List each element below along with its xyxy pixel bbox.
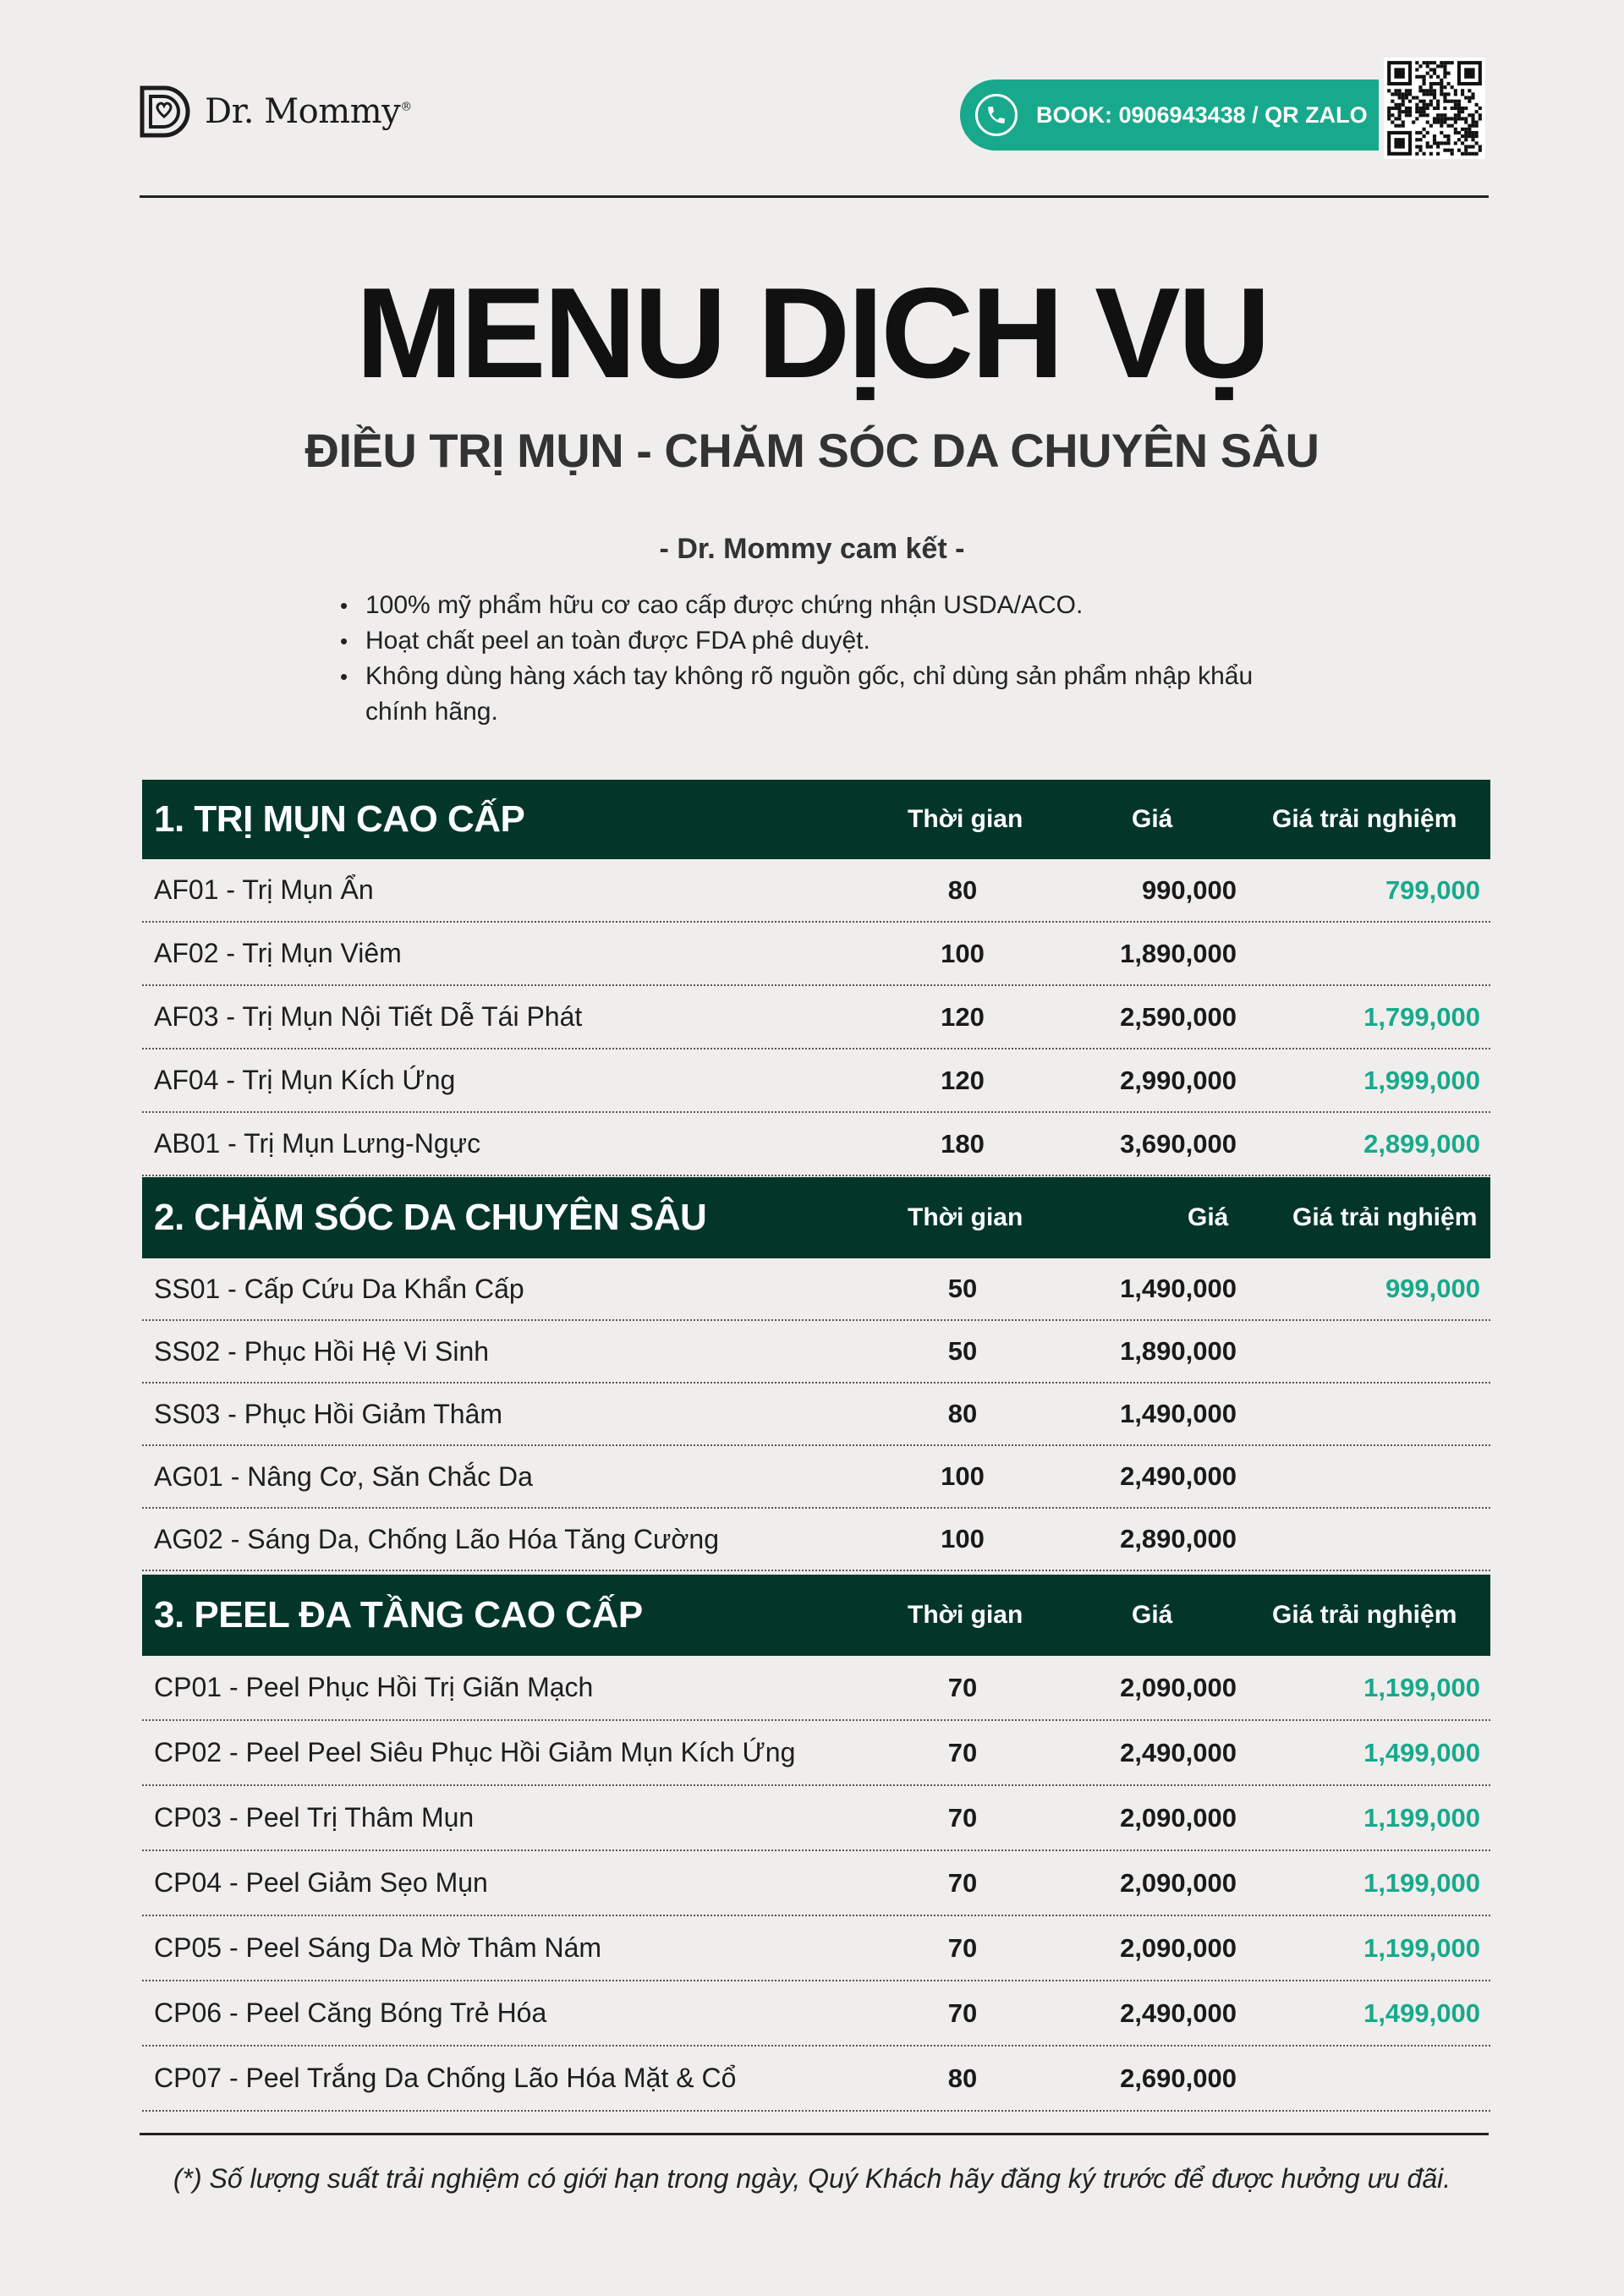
table-row <box>142 1656 1490 1721</box>
qr-code[interactable] <box>1384 58 1485 159</box>
divider-bottom <box>140 2133 1489 2135</box>
service-trial-price: 2,899,000 <box>1363 1129 1480 1159</box>
section-header <box>142 780 1490 859</box>
service-trial-price: 1,199,000 <box>1363 1868 1480 1898</box>
service-price: 2,090,000 <box>1120 1673 1237 1702</box>
column-trial-price: Giá trải nghiệm <box>1292 1203 1478 1231</box>
section-skin-care <box>142 1177 1490 1571</box>
section-title: 1. TRỊ MỤN CAO CẤP <box>154 798 525 840</box>
table-row <box>142 923 1490 986</box>
column-time: Thời gian <box>908 1601 1023 1629</box>
brand-logo[interactable] <box>135 83 412 140</box>
service-name: AF02 - Trị Mụn Viêm <box>154 938 402 968</box>
service-name: AB01 - Trị Mụn Lưng-Ngực <box>154 1128 481 1159</box>
footnote: (*) Số lượng suất trải nghiệm có giới hạn trong ngày, Quý Khách hãy đăng ký trước để được hưởng ưu đãi. <box>173 2163 1451 2194</box>
table-row <box>142 1981 1490 2047</box>
service-name: CP02 - Peel Peel Siêu Phục Hồi Giảm Mụn Kích Ứng <box>154 1737 796 1767</box>
service-name: CP07 - Peel Trắng Da Chống Lão Hóa Mặt & Cổ <box>154 2063 737 2093</box>
service-duration: 70 <box>947 1998 978 2028</box>
service-duration: 100 <box>941 1524 985 1553</box>
page-title: MENU DỊCH VỤ <box>355 261 1269 405</box>
section-title: 2. CHĂM SÓC DA CHUYÊN SÂU <box>154 1197 707 1238</box>
service-name: CP01 - Peel Phục Hồi Trị Giãn Mạch <box>154 1672 594 1702</box>
commitment-title: - Dr. Mommy cam kết - <box>659 533 965 565</box>
service-trial-price: 1,199,000 <box>1363 1803 1480 1833</box>
section-rows <box>142 1258 1490 1571</box>
service-price: 2,090,000 <box>1120 1868 1237 1898</box>
table-row <box>142 1509 1490 1571</box>
table-row <box>142 1721 1490 1786</box>
table-row <box>142 859 1490 923</box>
table-row <box>142 1446 1490 1509</box>
service-price: 1,890,000 <box>1120 1336 1237 1366</box>
service-name: SS02 - Phục Hồi Hệ Vi Sinh <box>154 1336 490 1367</box>
section-rows <box>142 1656 1490 2112</box>
section-acne-treatment <box>142 780 1490 1176</box>
service-name: AF03 - Trị Mụn Nội Tiết Dễ Tái Phát <box>154 1001 583 1032</box>
service-duration: 100 <box>941 1461 985 1491</box>
service-price: 990,000 <box>1141 875 1237 905</box>
service-price: 2,490,000 <box>1120 1998 1237 2028</box>
qr-code-icon <box>1384 58 1485 159</box>
section-peel <box>142 1575 1490 2112</box>
table-row <box>142 2047 1490 2112</box>
page-subtitle: ĐIỀU TRỊ MỤN - CHĂM SÓC DA CHUYÊN SÂU <box>304 424 1320 477</box>
service-trial-price: 1,999,000 <box>1363 1066 1480 1095</box>
table-row <box>142 1258 1490 1321</box>
service-name: SS03 - Phục Hồi Giảm Thâm <box>154 1399 503 1429</box>
service-trial-price: 799,000 <box>1385 875 1480 905</box>
service-duration: 180 <box>941 1129 985 1159</box>
column-trial-price: Giá trải nghiệm <box>1272 1601 1457 1629</box>
section-title: 3. PEEL ĐA TẦNG CAO CẤP <box>154 1594 643 1636</box>
service-trial-price: 1,499,000 <box>1363 1998 1480 2028</box>
service-name: SS01 - Cấp Cứu Da Khẩn Cấp <box>154 1274 524 1304</box>
commitment-item: • Không dùng hàng xách tay không rõ nguồn gốc, chỉ dùng sản phẩm nhập khẩu chính hãng. <box>364 659 1320 730</box>
divider-top <box>140 195 1489 198</box>
service-duration: 80 <box>947 1399 978 1428</box>
service-trial-price: 1,199,000 <box>1363 1673 1480 1702</box>
service-name: CP06 - Peel Căng Bóng Trẻ Hóa <box>154 1997 547 2028</box>
service-price: 2,090,000 <box>1120 1933 1237 1963</box>
service-duration: 50 <box>947 1274 978 1303</box>
commitment-item: • 100% mỹ phẩm hữu cơ cao cấp được chứng nhận USDA/ACO. <box>364 588 1320 623</box>
service-name: AG02 - Sáng Da, Chống Lão Hóa Tăng Cường <box>154 1524 719 1554</box>
service-price: 1,490,000 <box>1120 1274 1237 1303</box>
service-price: 2,490,000 <box>1120 1461 1237 1491</box>
section-rows <box>142 859 1490 1176</box>
phone-icon <box>975 94 1018 136</box>
service-duration: 70 <box>947 1738 978 1767</box>
table-row <box>142 1786 1490 1851</box>
service-trial-price: 1,799,000 <box>1363 1002 1480 1032</box>
service-duration: 70 <box>947 1933 978 1963</box>
service-duration: 70 <box>947 1803 978 1833</box>
service-name: CP03 - Peel Trị Thâm Mụn <box>154 1802 475 1833</box>
service-trial-price: 999,000 <box>1385 1274 1480 1303</box>
table-row <box>142 1851 1490 1916</box>
service-price: 3,690,000 <box>1120 1129 1237 1159</box>
service-name: AF04 - Trị Mụn Kích Ứng <box>154 1065 456 1095</box>
column-price: Giá <box>1188 1203 1229 1231</box>
section-header <box>142 1177 1490 1258</box>
header <box>135 51 1489 169</box>
table-row <box>142 1049 1490 1113</box>
service-price: 1,490,000 <box>1120 1399 1237 1428</box>
service-trial-price: 1,499,000 <box>1363 1738 1480 1767</box>
table-row <box>142 1916 1490 1981</box>
booking-text: BOOK: 0906943438 / QR ZALO <box>1036 101 1368 128</box>
service-duration: 50 <box>947 1336 978 1366</box>
brand-name: Dr. Mommy® <box>205 92 412 131</box>
column-price: Giá <box>1132 805 1173 833</box>
service-price: 2,490,000 <box>1120 1738 1237 1767</box>
column-time: Thời gian <box>908 1203 1023 1231</box>
table-row <box>142 1321 1490 1384</box>
service-name: CP05 - Peel Sáng Da Mờ Thâm Nám <box>154 1932 602 1963</box>
service-duration: 120 <box>941 1002 985 1032</box>
commitment-list <box>362 588 1320 730</box>
service-price: 2,090,000 <box>1120 1803 1237 1833</box>
service-price: 1,890,000 <box>1120 939 1237 968</box>
registered-mark: ® <box>400 100 412 114</box>
service-duration: 120 <box>941 1066 985 1095</box>
service-duration: 80 <box>947 875 978 905</box>
service-name: AG01 - Nâng Cơ, Săn Chắc Da <box>154 1461 533 1492</box>
service-duration: 80 <box>947 2063 978 2093</box>
service-trial-price: 1,199,000 <box>1363 1933 1480 1963</box>
column-trial-price: Giá trải nghiệm <box>1272 805 1457 833</box>
service-price: 2,890,000 <box>1120 1524 1237 1553</box>
service-duration: 70 <box>947 1868 978 1898</box>
table-row <box>142 1384 1490 1446</box>
service-price: 2,690,000 <box>1120 2063 1237 2093</box>
service-duration: 70 <box>947 1673 978 1702</box>
table-row <box>142 986 1490 1049</box>
section-header <box>142 1575 1490 1656</box>
commitment-item: • Hoạt chất peel an toàn được FDA phê duyệt. <box>364 623 1320 659</box>
service-name: AF01 - Trị Mụn Ẩn <box>154 874 374 905</box>
service-price: 2,990,000 <box>1120 1066 1237 1095</box>
service-duration: 100 <box>941 939 985 968</box>
column-price: Giá <box>1132 1601 1173 1629</box>
logo-icon <box>135 83 196 140</box>
column-time: Thời gian <box>908 805 1023 833</box>
table-row <box>142 1113 1490 1176</box>
booking-button[interactable] <box>960 79 1379 151</box>
service-price: 2,590,000 <box>1120 1002 1237 1032</box>
service-name: CP04 - Peel Giảm Sẹo Mụn <box>154 1867 488 1898</box>
